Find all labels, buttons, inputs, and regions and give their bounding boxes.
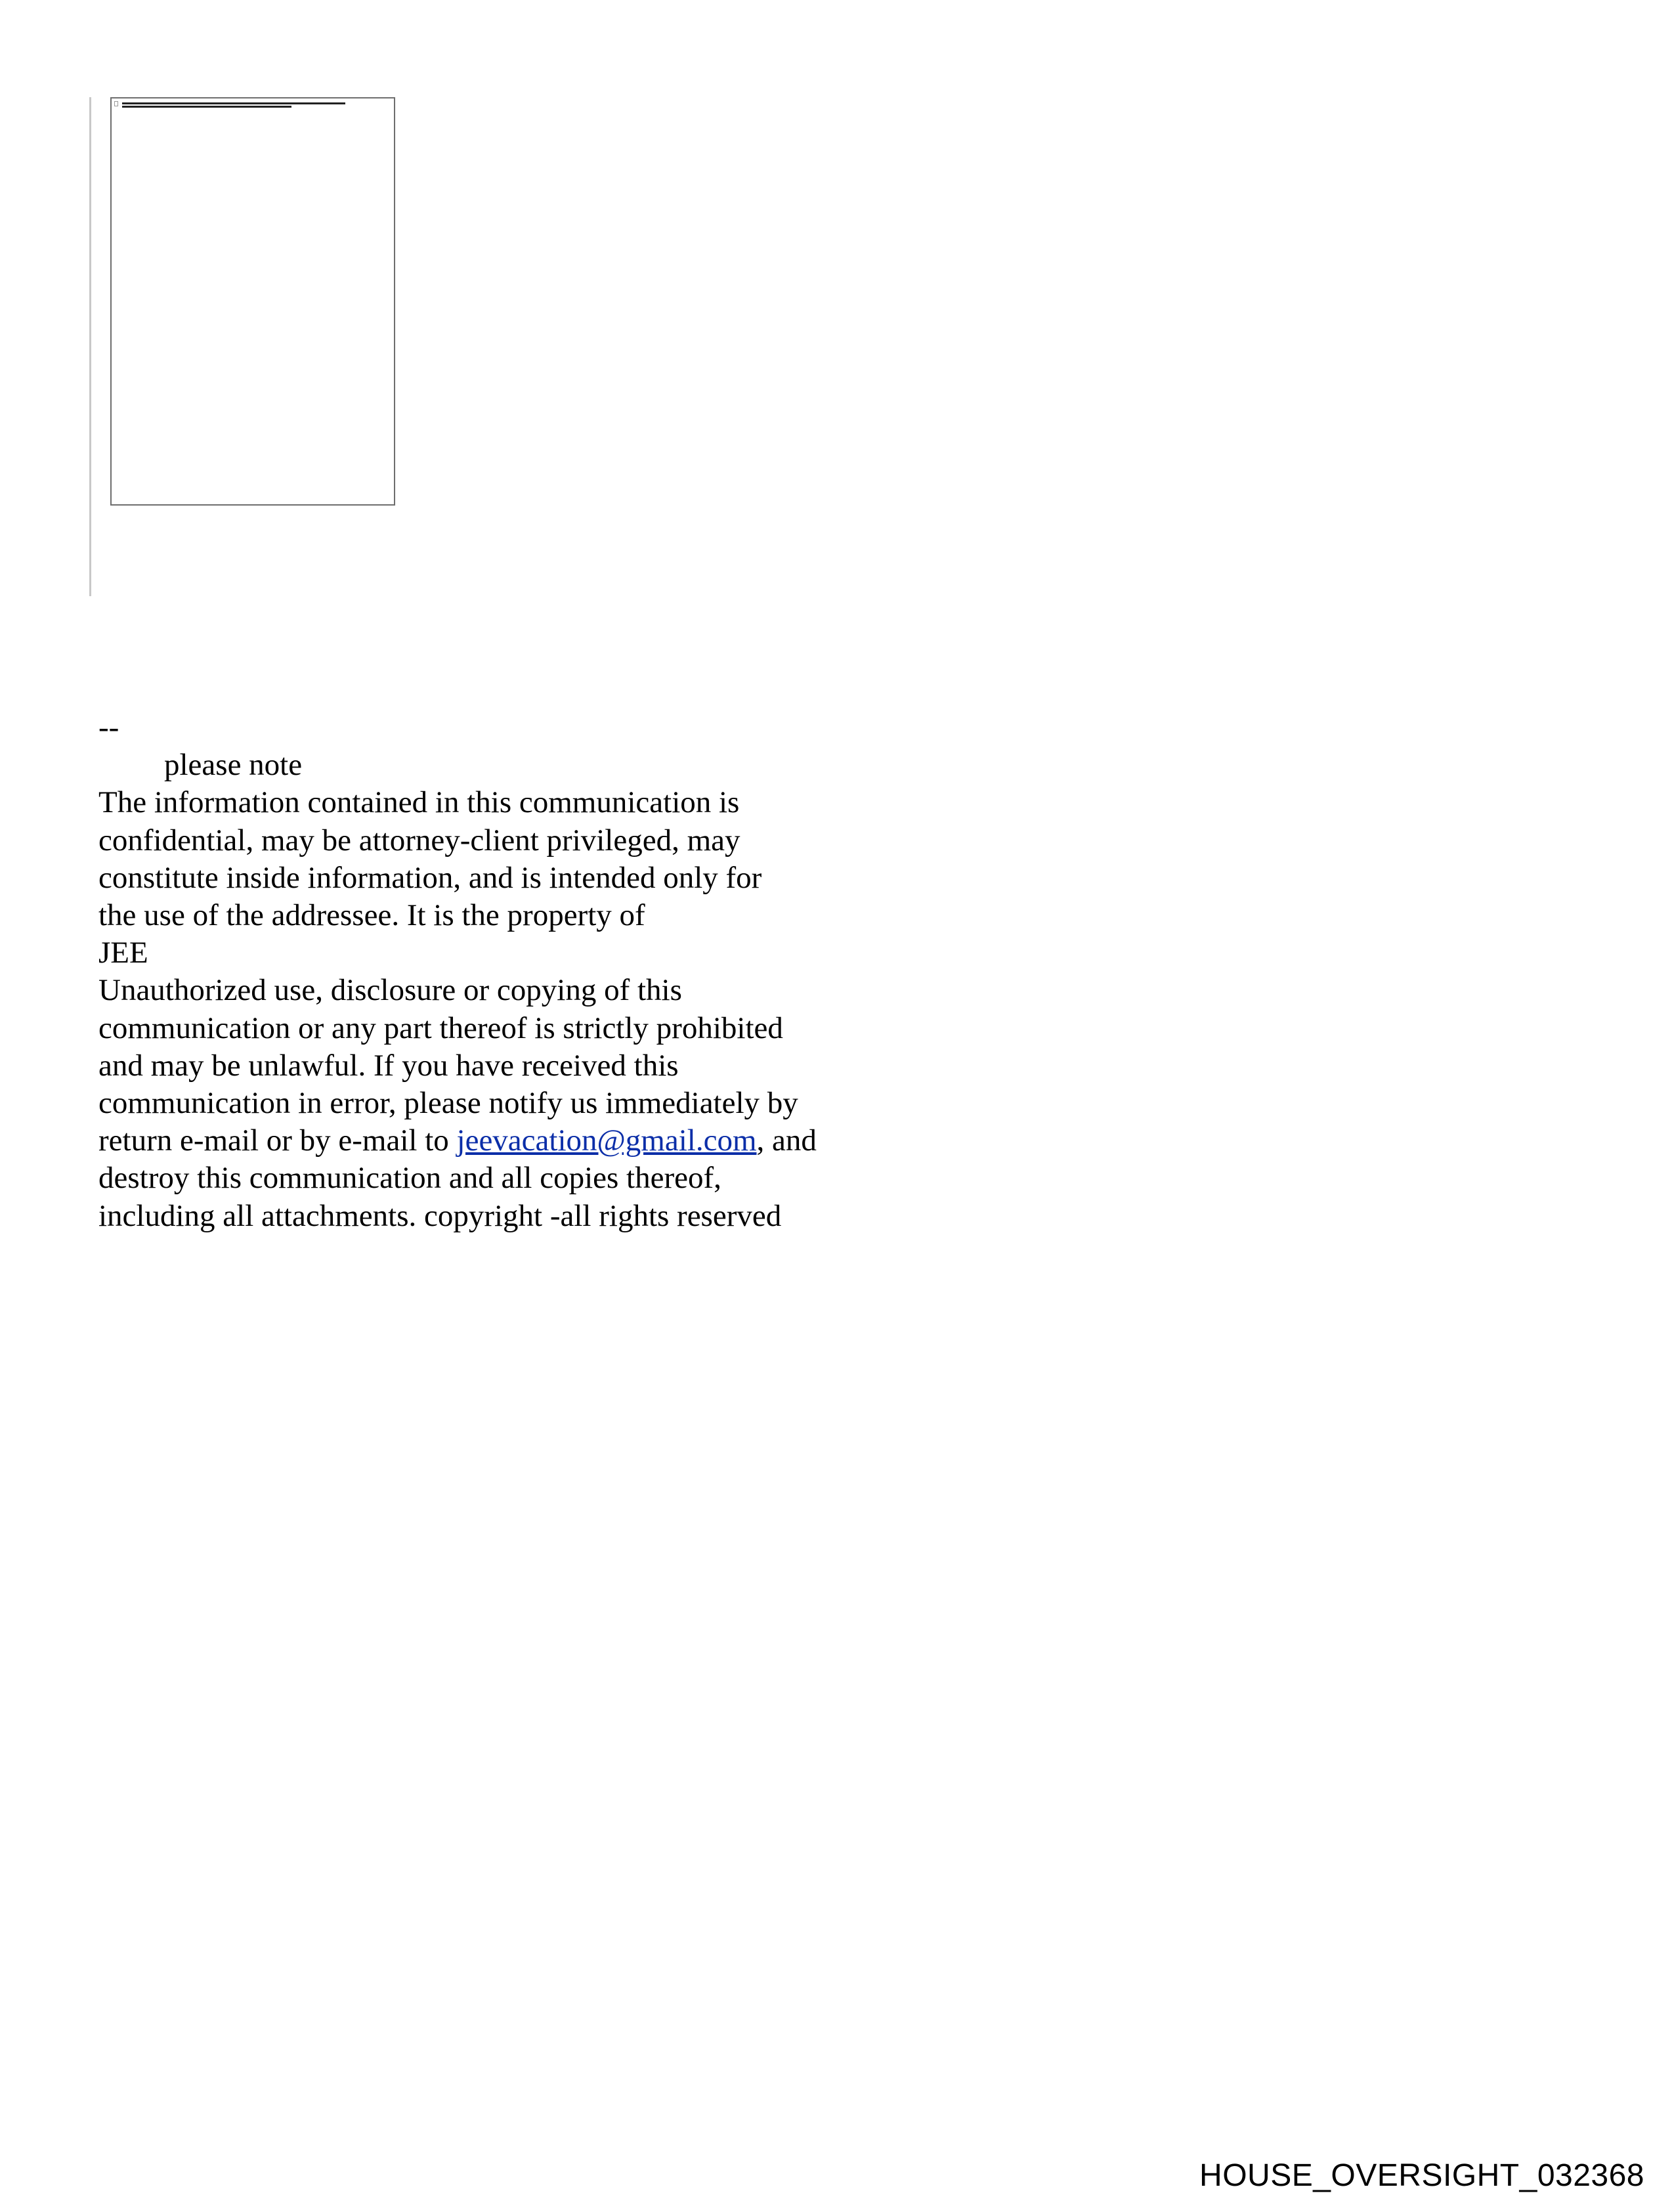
thumbnail-line <box>122 106 291 108</box>
disclaimer-line: communication in error, please notify us immediately by <box>98 1086 798 1121</box>
disclaimer-line: destroy this communication and all copies thereof, <box>98 1161 721 1196</box>
disclaimer-heading: please note <box>164 748 303 783</box>
disclaimer-line: Unauthorized use, disclosure or copying of this <box>98 973 682 1008</box>
signature-separator: -- <box>98 710 119 745</box>
disclaimer-line: JEE <box>98 936 148 970</box>
email-link[interactable]: jeevacation@gmail.com <box>456 1123 757 1158</box>
disclaimer-line: confidential, may be attorney-client privileged, may <box>98 823 740 857</box>
email-signature-disclaimer <box>98 709 817 1235</box>
disclaimer-line: The information contained in this communication is <box>98 785 740 820</box>
disclaimer-line: the use of the addressee. It is the property of <box>98 898 645 933</box>
email-line-prefix: return e-mail or by e-mail to <box>98 1123 457 1158</box>
email-line-suffix: , and <box>756 1123 817 1158</box>
bates-number: HOUSE_OVERSIGHT_032368 <box>1199 2158 1644 2193</box>
disclaimer-line: constitute inside information, and is intended only for <box>98 860 762 895</box>
disclaimer-line: including all attachments. copyright -all rights reserved <box>98 1198 782 1233</box>
disclaimer-email-line <box>98 1122 817 1160</box>
quoted-reply-bar <box>89 97 91 596</box>
thumbnail-text-lines <box>122 102 345 109</box>
thumbnail-line <box>122 102 345 104</box>
document-page-icon <box>114 101 118 106</box>
disclaimer-line: communication or any part thereof is strictly prohibited <box>98 1010 783 1045</box>
disclaimer-line: and may be unlawful. If you have received this <box>98 1048 679 1083</box>
attachment-page-thumbnail[interactable] <box>110 97 395 506</box>
